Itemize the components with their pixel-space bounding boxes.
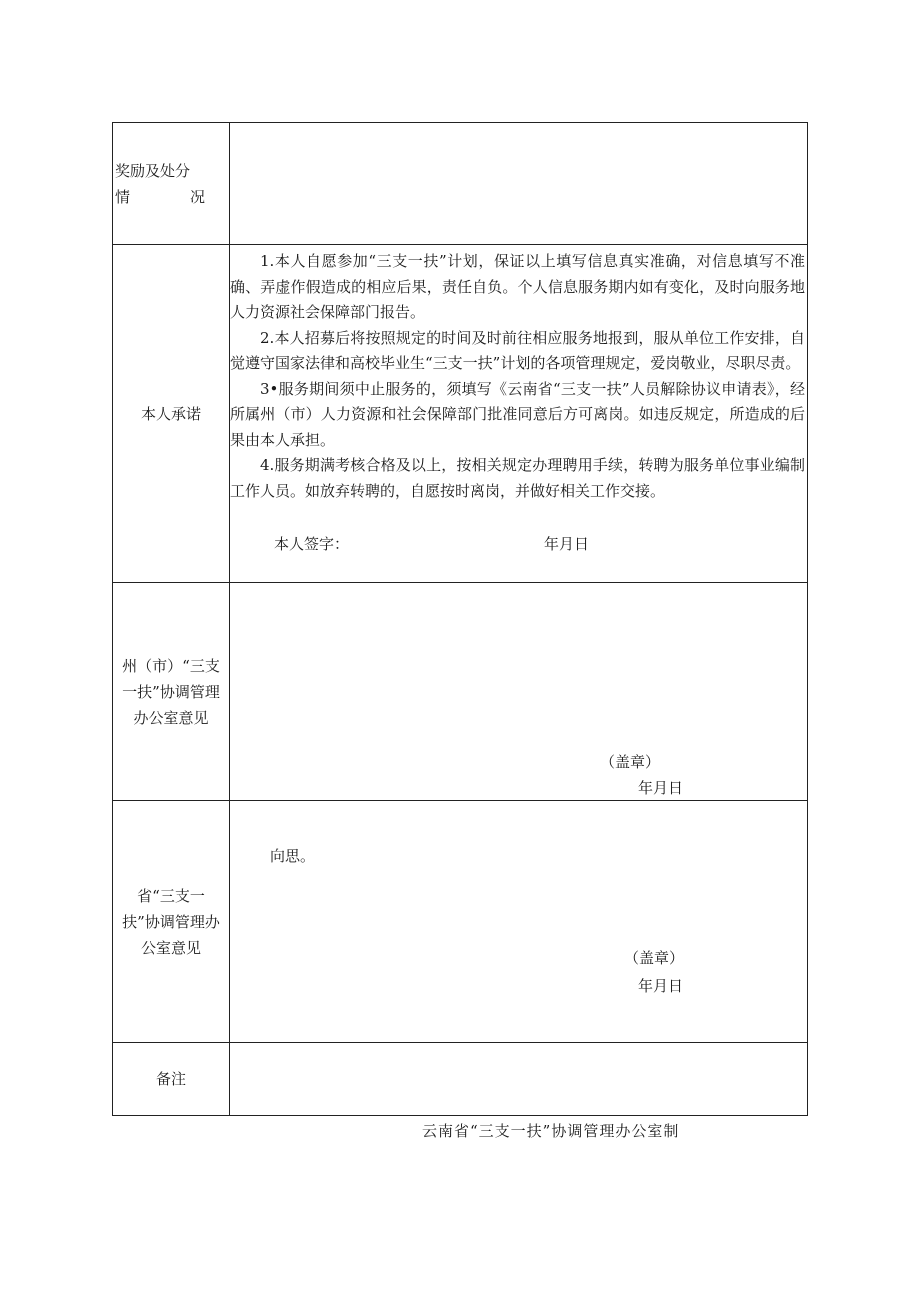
reward-content[interactable] [230, 123, 808, 245]
province-intent-text: 向思。 [270, 847, 316, 865]
province-row [113, 801, 808, 1043]
reward-label [113, 123, 230, 245]
prefecture-date: 年月日 [638, 779, 684, 797]
province-content[interactable] [230, 801, 808, 1043]
commitment-row [113, 245, 808, 583]
reward-label-line1: 奖励及处分 [115, 161, 191, 180]
reward-label-line2 [115, 184, 205, 210]
remarks-content[interactable] [230, 1043, 808, 1116]
province-label: 省“三支一扶”协调管理办公室意见 [113, 801, 230, 1043]
commitment-content [230, 245, 808, 583]
prefecture-row [113, 583, 808, 801]
commitment-date: 年月日 [544, 535, 590, 553]
commitment-paragraph-2: 2.本人招募后将按照规定的时间及时前往相应服务地报到，服从单位工作安排，自觉遵守国家法律和高校毕业生“三支一扶”计划的各项管理规定，爱岗敬业，尽职尽责。 [230, 328, 805, 372]
commitment-label: 本人承诺 [113, 245, 230, 583]
reward-label-char-b: 况 [189, 187, 205, 206]
commitment-paragraph-3: 3•服务期间须中止服务的，须填写《云南省“三支一扶”人员解除协议申请表》，经所属州（市）人力资源和社会保障部门批准同意后方可离岗。如违反规定，所造成的后果由本人承担。 [230, 379, 805, 449]
signature-line [230, 532, 807, 562]
application-form-table [112, 122, 808, 1116]
commitment-paragraph-1: 1.本人自愿参加“三支一扶”计划，保证以上填写信息真实准确，对信息填写不准确、弄虚作假造成的相应后果，责任自负。个人信息服务期内如有变化，及时向服务地人力资源社会保障部门报告。 [230, 252, 805, 321]
province-stamp: （盖章） [624, 949, 685, 967]
remarks-label: 备注 [113, 1043, 230, 1116]
prefecture-stamp: （盖章） [600, 753, 661, 771]
footer-issuer: 云南省“三支一扶”协调管理办公室制 [422, 1122, 680, 1140]
remarks-row [113, 1043, 808, 1116]
reward-row [113, 123, 808, 245]
commitment-paragraph-4: 4.服务期满考核合格及以上，按相关规定办理聘用手续，转聘为服务单位事业编制工作人员。如放弃转聘的，自愿按时离岗，并做好相关工作交接。 [230, 456, 805, 500]
prefecture-label: 州（市）“三支一扶”协调管理办公室意见 [113, 583, 230, 801]
province-date: 年月日 [638, 977, 684, 995]
signature-label: 本人签字： [274, 535, 350, 553]
reward-label-char-a: 情 [115, 187, 131, 206]
prefecture-content[interactable] [230, 583, 808, 801]
